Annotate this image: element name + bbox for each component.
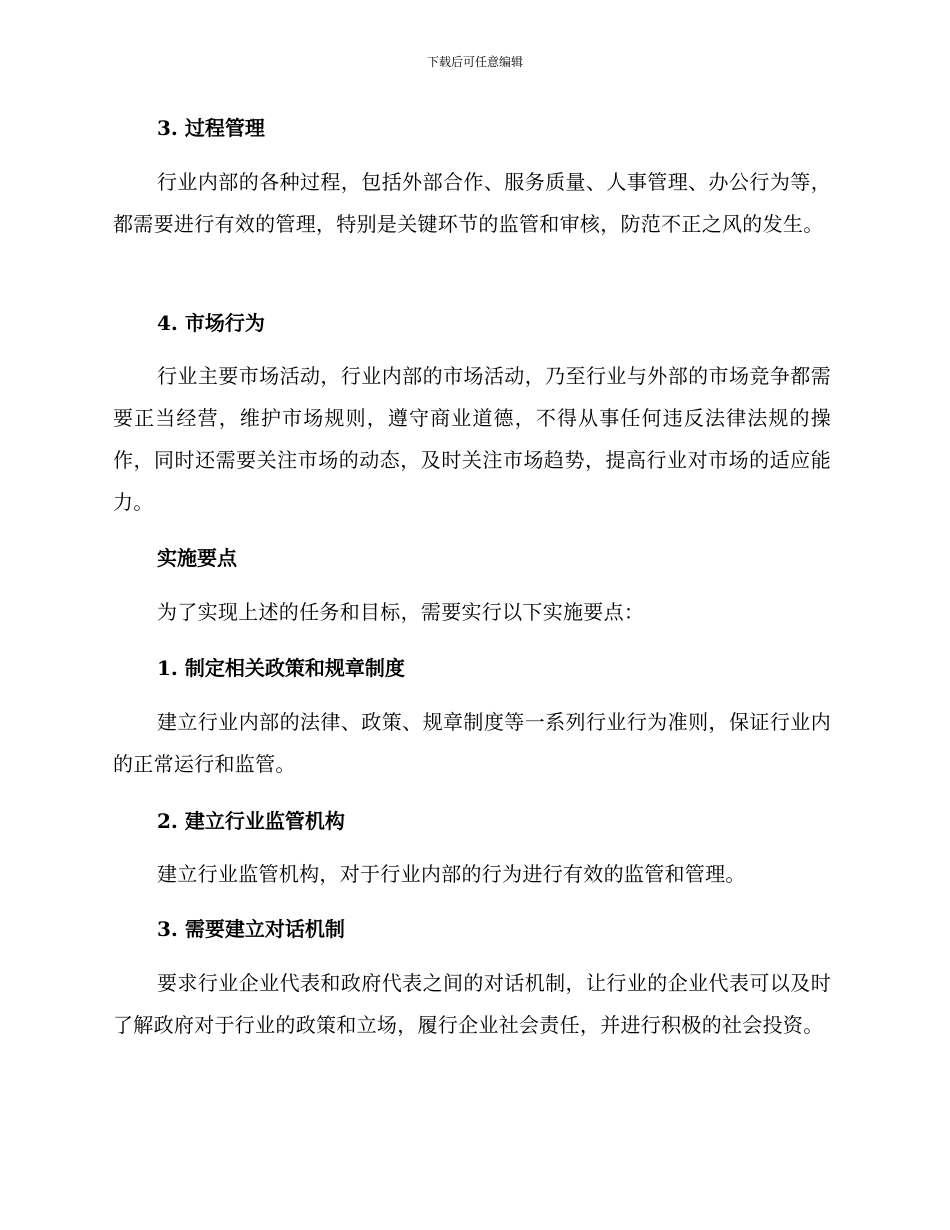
- section-paragraph: 建立行业内部的法律、政策、规章制度等一系列行业行为准则，保证行业内的正常运行和监管。: [113, 710, 831, 776]
- section-paragraph: 要求行业企业代表和政府代表之间的对话机制，让行业的企业代表可以及时了解政府对于行业的政策和立场，履行企业社会责任，并进行积极的社会投资。: [113, 971, 831, 1037]
- section-paragraph: 行业主要市场活动，行业内部的市场活动，乃至行业与外部的市场竞争都需要正当经营，维护市场规则，遵守商业道德，不得从事任何违反法律法规的操作，同时还需要关注市场的动态，及时关注市场趋势，提高行业对市场的适应能力。: [113, 364, 831, 514]
- section-heading: 2. 建立行业监管机构: [157, 809, 345, 833]
- section-paragraph: 建立行业监管机构，对于行业内部的行为进行有效的监管和管理。: [157, 862, 746, 886]
- section-paragraph: 行业内部的各种过程，包括外部合作、服务质量、人事管理、办公行为等，都需要进行有效的管理，特别是关键环节的监管和审核，防范不正之风的发生。: [113, 170, 831, 236]
- section-heading: 1. 制定相关政策和规章制度: [157, 656, 405, 680]
- section-paragraph: 为了实现上述的任务和目标，需要实行以下实施要点：: [157, 600, 645, 624]
- section-heading: 3. 过程管理: [157, 116, 265, 140]
- page-header: 下载后可任意编辑: [426, 55, 523, 69]
- section-heading: 4. 市场行为: [157, 311, 265, 335]
- section-heading: 实施要点: [157, 546, 237, 570]
- section-heading: 3. 需要建立对话机制: [157, 917, 345, 941]
